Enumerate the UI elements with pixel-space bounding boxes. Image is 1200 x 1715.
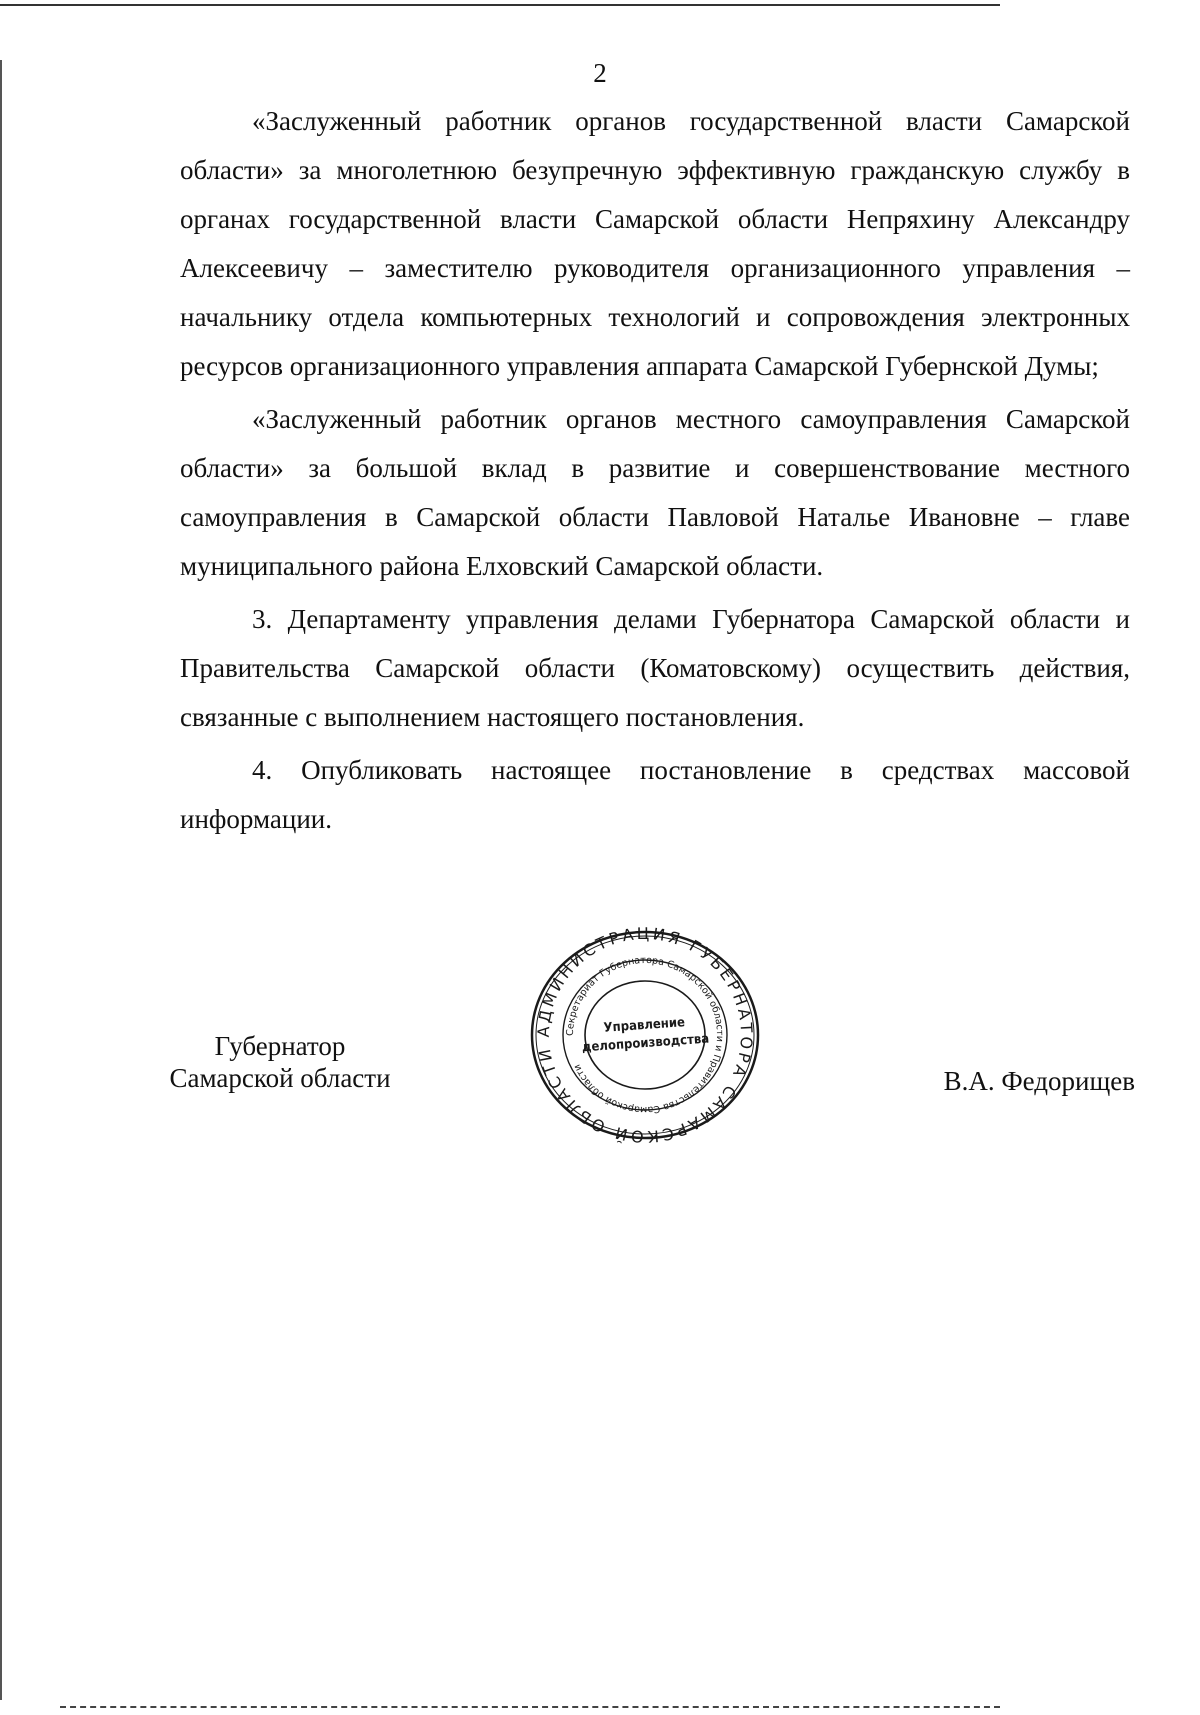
paragraph-award-government: «Заслуженный работник органов государственной власти Самарской области» за многолетнюю безупречную эффективную гражданскую службу в органах государственной власти Самарской области Непряхину Александру Алексеевичу – заместителю руководителя организационного управления – начальнику отдела компьютерных технологий и сопровождения электронных ресурсов организационного управления аппарата Самарской Губернской Думы;	[180, 106, 1130, 381]
signatory-title-line2: Самарской области	[169, 1063, 391, 1093]
stamp-center-line1: Управление	[603, 1015, 686, 1036]
stamp-center-line2: делопроизводства	[581, 1031, 710, 1056]
official-stamp	[525, 925, 765, 1145]
signatory-title-line1: Губернатор	[214, 1031, 346, 1061]
stamp-seal-image	[525, 925, 765, 1145]
stamp-outer-text: АДМИНИСТРАЦИЯ ГУБЕРНАТОРА САМАРСКОЙ ОБЛАСТИ	[533, 925, 757, 1145]
stamp-inner-text: Секретариат Губернатора Самарской области и Правительства Самарской области	[564, 954, 726, 1116]
scan-edge-top	[0, 4, 1000, 6]
page-number: 2	[593, 58, 607, 88]
paragraph-award-local-government: «Заслуженный работник органов местного самоуправления Самарской области» за большой вклад в развитие и совершенствование местного самоуправления в Самарской области Павловой Наталье Ивановне – главе муниципального района Елховский Самарской области.	[180, 404, 1130, 581]
signatory-title	[150, 1030, 410, 1094]
scan-edge-left	[0, 60, 2, 1700]
document-body	[180, 97, 1130, 844]
paragraph-item-3: 3. Департаменту управления делами Губернатора Самарской области и Правительства Самарской области (Коматовскому) осуществить действия, связанные с выполнением настоящего постановления.	[180, 604, 1130, 732]
paragraph-item-4: 4. Опубликовать настоящее постановление в средствах массовой информации.	[180, 755, 1130, 834]
signatory-name: В.А. Федорищев	[943, 1066, 1135, 1096]
scan-edge-bottom	[60, 1706, 1000, 1708]
